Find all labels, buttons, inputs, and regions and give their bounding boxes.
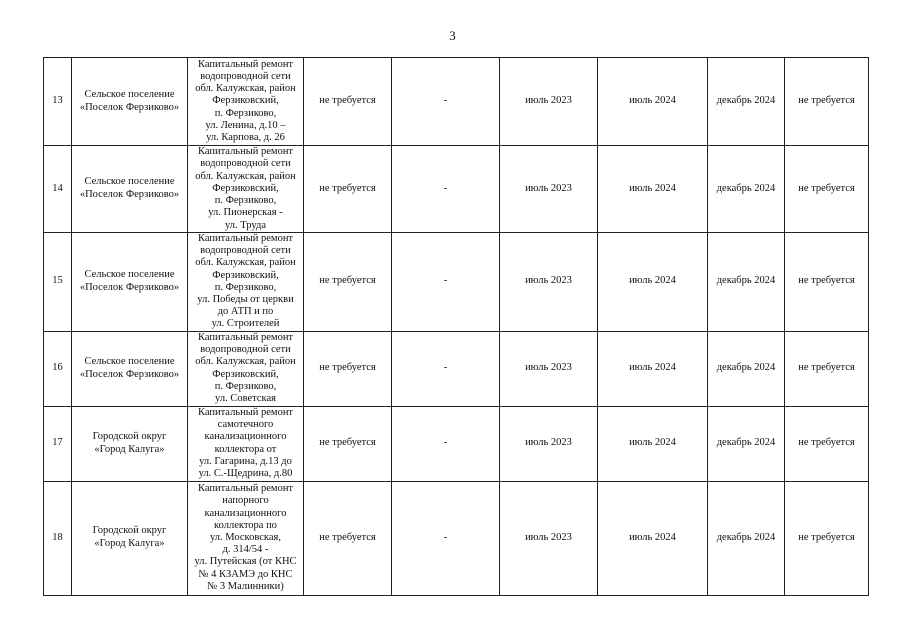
object-description-cell — [188, 331, 304, 406]
commissioning-date-cell: декабрь 2024 — [708, 406, 785, 481]
object-description-cell-line: водопроводной сети — [200, 70, 291, 82]
municipality-cell — [72, 146, 188, 233]
object-description-cell-line: ул. Карпова, д. 26 — [206, 132, 285, 143]
commissioning-date-cell: декабрь 2024 — [708, 146, 785, 233]
end-date-cell: июль 2024 — [598, 481, 708, 595]
object-description-cell-line: Капитальный ремонт — [197, 483, 294, 495]
last-requirement-cell: не требуется — [785, 146, 869, 233]
object-description-cell-line: водопроводной сети — [200, 158, 291, 170]
municipality-cell-line: Сельское поселение — [84, 269, 175, 281]
object-description-cell-line: коллектора от — [214, 443, 277, 455]
object-description-cell-line: п. Ферзиково, — [214, 380, 277, 392]
commissioning-date-cell: декабрь 2024 — [708, 58, 785, 146]
object-description-cell-line: Капитальный ремонт — [197, 233, 294, 244]
object-description-cell-line: п. Ферзиково, — [214, 281, 277, 293]
table-row — [44, 58, 869, 146]
object-description-cell-line: Капитальный ремонт — [197, 407, 294, 419]
municipality-cell-line: «Поселок Ферзиково» — [79, 281, 180, 293]
row-number-cell: 16 — [44, 331, 72, 406]
object-description-cell-line: ул. Московская, — [210, 532, 281, 544]
table-row — [44, 481, 869, 595]
last-requirement-cell: не требуется — [785, 331, 869, 406]
object-description-cell-line: ул. Ленина, д.10 – — [205, 119, 286, 131]
municipality-cell-line: Сельское поселение — [84, 176, 175, 188]
municipality-cell-line: Городской округ — [92, 525, 167, 537]
object-description-cell-line: ул. Труда — [225, 219, 266, 231]
municipality-cell — [72, 481, 188, 595]
requirement-cell: не требуется — [304, 481, 392, 595]
commissioning-date-cell: декабрь 2024 — [708, 481, 785, 595]
object-description-cell-line: напорного — [222, 495, 269, 507]
object-description-cell-line: обл. Калужская, район — [195, 83, 296, 95]
object-description-cell-line: Ферзиковский, — [212, 95, 279, 107]
requirement-cell: не требуется — [304, 233, 392, 332]
municipality-cell-line: «Город Калуга» — [94, 538, 165, 550]
object-description-cell-line: обл. Калужская, район — [195, 257, 296, 269]
municipality-cell-line: Городской округ — [92, 430, 167, 442]
page-number: 3 — [449, 28, 456, 43]
object-description-cell-line: коллектора по — [214, 519, 277, 531]
end-date-cell: июль 2024 — [598, 406, 708, 481]
start-date-cell: июль 2023 — [500, 146, 598, 233]
start-date-cell: июль 2023 — [500, 331, 598, 406]
object-description-cell-line: Капитальный ремонт — [197, 58, 294, 70]
end-date-cell: июль 2024 — [598, 146, 708, 233]
object-description-cell-line: ул. Советская — [215, 393, 276, 405]
object-description-cell-line: до АТП и по — [217, 306, 274, 318]
object-description-cell-line: п. Ферзиково, — [214, 195, 277, 207]
requirement-cell: не требуется — [304, 58, 392, 146]
object-description-cell-line: Капитальный ремонт — [197, 146, 294, 158]
row-number-cell: 18 — [44, 481, 72, 595]
municipality-cell-line: «Поселок Ферзиково» — [79, 189, 180, 200]
start-date-cell: июль 2023 — [500, 233, 598, 332]
end-date-cell: июль 2024 — [598, 233, 708, 332]
requirement-cell: не требуется — [304, 146, 392, 233]
dash-cell: - — [392, 331, 500, 406]
object-description-cell-line: самотечного — [217, 419, 274, 431]
object-description-cell-line: канализационного — [204, 431, 287, 443]
requirement-cell: не требуется — [304, 331, 392, 406]
row-number-cell: 17 — [44, 406, 72, 481]
object-description-cell — [188, 58, 304, 146]
dash-cell: - — [392, 406, 500, 481]
object-description-cell — [188, 233, 304, 332]
dash-cell: - — [392, 233, 500, 332]
municipality-cell-line: «Поселок Ферзиково» — [79, 101, 180, 113]
municipality-cell-line: Сельское поселение — [84, 355, 175, 367]
object-description-cell — [188, 481, 304, 595]
object-description-cell-line: ул. Пионерская - — [208, 207, 283, 219]
table-row — [44, 233, 869, 332]
object-description-cell-line: Ферзиковский, — [212, 269, 279, 281]
row-number-cell: 15 — [44, 233, 72, 332]
object-description-cell-line: № 4 КЗАМЭ до КНС — [198, 568, 293, 580]
object-description-cell-line: ул. С.-Щедрина, д.80 — [198, 468, 293, 480]
object-description-cell-line: д. 314/54 - — [222, 544, 269, 556]
municipality-cell-line: Сельское поселение — [84, 88, 175, 100]
table-row — [44, 331, 869, 406]
last-requirement-cell: не требуется — [785, 58, 869, 146]
municipality-cell — [72, 58, 188, 146]
start-date-cell: июль 2023 — [500, 406, 598, 481]
object-description-cell-line: Ферзиковский, — [212, 368, 279, 380]
start-date-cell: июль 2023 — [500, 481, 598, 595]
end-date-cell: июль 2024 — [598, 58, 708, 146]
object-description-cell — [188, 146, 304, 233]
dash-cell: - — [392, 58, 500, 146]
object-description-cell-line: п. Ферзиково, — [214, 107, 277, 119]
municipality-cell — [72, 331, 188, 406]
object-description-cell-line: обл. Калужская, район — [195, 356, 296, 368]
object-description-cell-line: Капитальный ремонт — [197, 332, 294, 344]
municipality-cell-line: «Поселок Ферзиково» — [79, 368, 180, 380]
object-description-cell-line: № 3 Малинники) — [207, 580, 284, 592]
last-requirement-cell: не требуется — [785, 481, 869, 595]
object-description-cell-line: ул. Гагарина, д.13 до — [199, 455, 292, 467]
row-number-cell: 14 — [44, 146, 72, 233]
requirement-cell: не требуется — [304, 406, 392, 481]
commissioning-date-cell: декабрь 2024 — [708, 233, 785, 332]
last-requirement-cell: не требуется — [785, 406, 869, 481]
start-date-cell: июль 2023 — [500, 58, 598, 146]
commissioning-date-cell: декабрь 2024 — [708, 331, 785, 406]
object-description-cell-line: водопроводной сети — [200, 344, 291, 356]
end-date-cell: июль 2024 — [598, 331, 708, 406]
municipality-cell — [72, 233, 188, 332]
object-description-cell-line: канализационного — [204, 507, 287, 519]
row-number-cell: 13 — [44, 58, 72, 146]
works-table — [43, 57, 869, 596]
municipality-cell-line: «Город Калуга» — [94, 443, 165, 455]
dash-cell: - — [392, 481, 500, 595]
table-row — [44, 406, 869, 481]
object-description-cell-line: ул. Путейская (от КНС — [194, 556, 297, 568]
object-description-cell-line: ул. Победы от церкви — [197, 294, 294, 306]
municipality-cell — [72, 406, 188, 481]
dash-cell: - — [392, 146, 500, 233]
table-row — [44, 146, 869, 233]
object-description-cell — [188, 406, 304, 481]
object-description-cell-line: водопроводной сети — [200, 245, 291, 257]
object-description-cell-line: Ферзиковский, — [212, 182, 279, 194]
object-description-cell-line: обл. Калужская, район — [195, 170, 296, 182]
object-description-cell-line: ул. Строителей — [211, 318, 280, 330]
last-requirement-cell: не требуется — [785, 233, 869, 332]
